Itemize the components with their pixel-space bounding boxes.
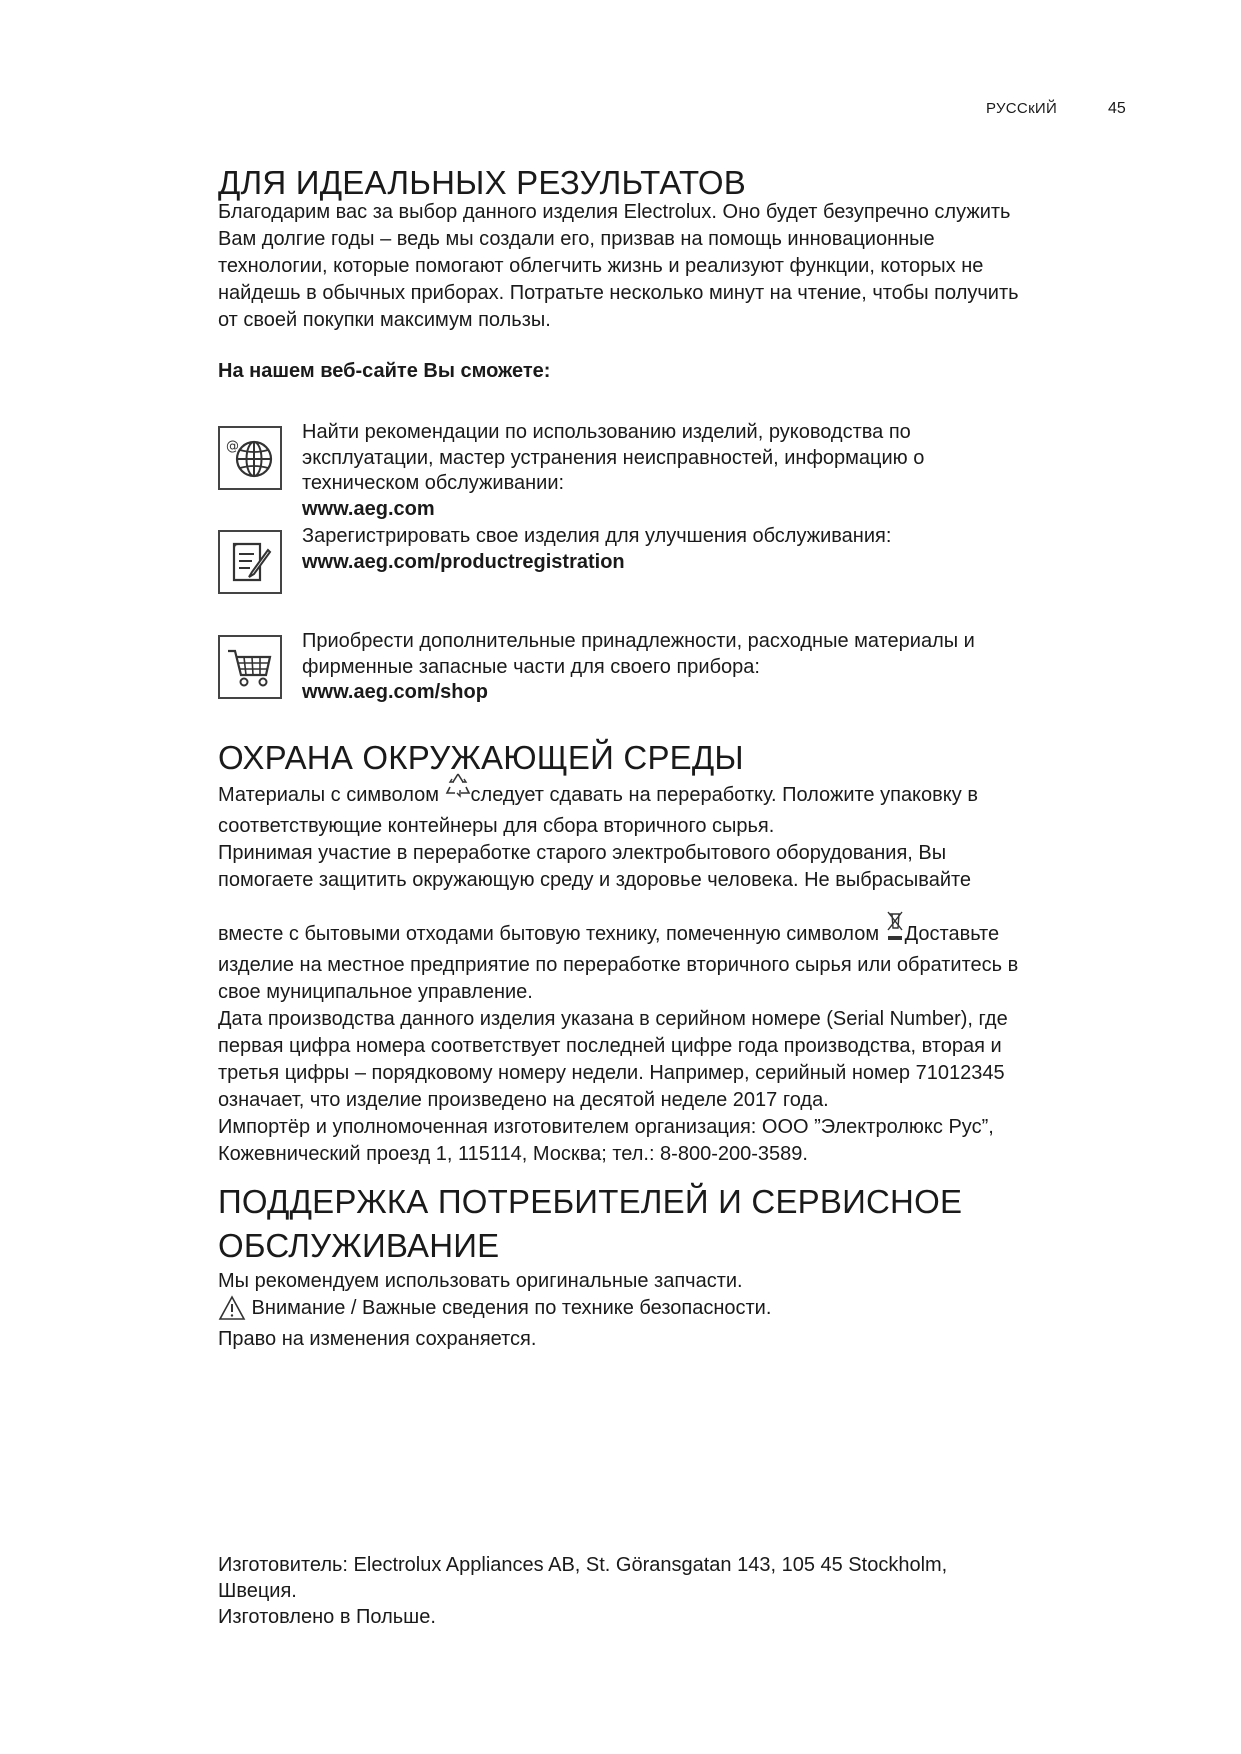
footer-line: Изготовитель: Electrolux Appliances AB, St. Göransgatan 143, 105 45 Stockholm, [218,1554,948,1576]
environment-title: ОХРАНА ОКРУЖАЮЩЕЙ СРЕДЫ [218,739,744,776]
env-text: Материалы с символом [218,784,445,806]
weee-bin-icon [885,925,905,952]
feature-line: техническом обслуживании: [302,472,565,494]
support-line: Мы рекомендуем использовать оригинальные запчасти. [218,1270,743,1292]
env-text: Кожевнический проезд 1, 115114, Москва; тел.: 8-800-200-3589. [218,1143,808,1165]
manufacturer-footer [218,1552,1138,1630]
support-title-line: ПОДДЕРЖКА ПОТРЕБИТЕЛЕЙ И СЕРВИСНОЕ [218,1183,963,1220]
environment-text [218,782,1138,1168]
feature-text [302,629,1142,706]
env-text: Доставьте [904,923,1000,945]
feature-line: эксплуатации, мастер устранения неисправностей, информацию о [302,446,925,469]
env-text: первая цифра номера соответствует последней цифре года производства, вторая и [218,1035,1002,1057]
environment-section [218,738,1138,1168]
support-line: Право на изменения сохраняется. [218,1328,537,1350]
feature-line: Зарегистрировать свое изделия для улучшения обслуживания: [302,525,892,547]
svg-text:@: @ [226,439,239,454]
env-text: Импортёр и уполномоченная изготовителем организация: ООО ”Электролюкс Рус”, [218,1116,994,1138]
globe-at-icon [218,426,282,490]
env-text: следует сдавать на переработку. Положите упаковку в [470,784,978,806]
website-heading: На нашем веб-сайте Вы сможете: [218,360,551,382]
intro-line: от своей покупки максимум пользы. [218,309,551,331]
footer-text [218,1552,1138,1630]
env-text: изделие на местное предприятие по переработке вторичного сырья или обратитесь в [218,954,1019,976]
intro-title: ДЛЯ ИДЕАЛЬНЫХ РЕЗУЛЬТАТОВ [218,164,746,201]
support-title-line: ОБСЛУЖИВАНИЕ [218,1227,500,1264]
env-text: помогаете защитить окружающую среду и здоровье человека. Не выбрасывайте [218,869,972,891]
footer-line: Изготовлено в Польше. [218,1606,436,1628]
env-text: свое муниципальное управление. [218,981,533,1003]
intro-text [218,199,1138,334]
warning-icon [218,1295,246,1326]
support-text [218,1268,1138,1353]
feature-line: Приобрести дополнительные принадлежности, расходные материалы и [302,630,975,652]
shopping-cart-icon [218,635,282,699]
support-title [218,1180,1138,1268]
register-form-icon [218,530,282,594]
support-section [218,1180,1138,1353]
feature-line: Найти рекомендации по использованию изделий, руководства по [302,421,911,443]
registration-link[interactable]: www.aeg.com/productregistration [302,550,625,573]
intro-line: Вам долгие годы – ведь мы создали его, призвав на помощь инновационные [218,228,935,250]
env-text: означает, что изделие произведено на десятой неделе 2017 года. [218,1089,829,1111]
footer-line: Швеция. [218,1580,297,1602]
env-text: Принимая участие в переработке старого электробытового оборудования, Вы [218,842,947,864]
support-line: Внимание / Важные сведения по технике безопасности. [246,1297,772,1319]
intro-line: найдешь в обычных приборах. Потратьте несколько минут на чтение, чтобы получить [218,282,1019,304]
feature-line: фирменные запасные части для своего прибора: [302,655,760,678]
shop-link[interactable]: www.aeg.com/shop [302,681,488,703]
intro-line: Благодарим вас за выбор данного изделия Electrolux. Оно будет безупречно служить [218,201,1011,223]
env-text: вместе с бытовыми отходами бытовую технику, помеченную символом [218,923,885,945]
recycle-icon [445,786,471,813]
feature-text [302,524,1142,575]
intro-section [218,163,1138,334]
env-text: Дата производства данного изделия указана в серийном номере (Serial Number), где [218,1008,1008,1030]
page-number: 45 [1108,100,1126,117]
aeg-link[interactable]: www.aeg.com [302,497,435,520]
feature-text [302,420,1142,522]
env-text: соответствующие контейнеры для сбора вторичного сырья. [218,815,775,837]
header-language: РУССкИЙ [986,100,1058,117]
intro-line: технологии, которые помогают облегчить жизнь и реализуют функции, которых не [218,255,984,277]
env-text: третья цифры – порядковому номеру недели. Например, серийный номер 71012345 [218,1062,1005,1084]
